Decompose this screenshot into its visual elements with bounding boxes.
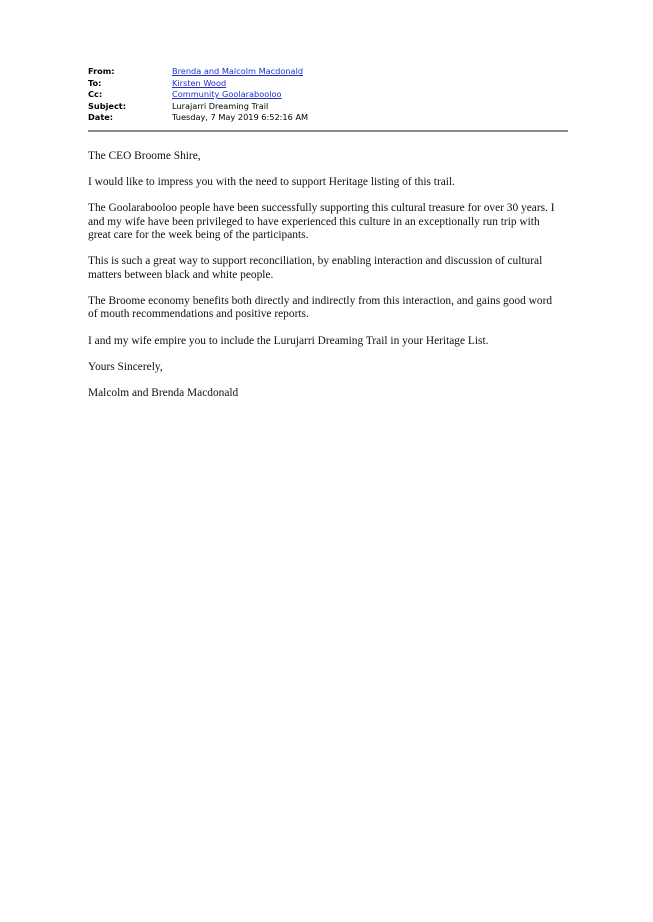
date-label: Date:	[88, 112, 114, 123]
date-value: Tuesday, 7 May 2019 6:52:16 AM	[172, 112, 309, 123]
closing: Yours Sincerely,	[88, 360, 163, 373]
from-sender-link[interactable]: Brenda and Malcolm Macdonald	[172, 66, 304, 76]
cc-recipient-link[interactable]: Community Goolarabooloo	[172, 89, 282, 100]
body-paragraph: The Goolarabooloo people have been successfully supporting this cultural treasure for over 30 years. I and my wife have been privileged to have experienced this culture in an exceptionally run trip with great care for the week being of the participants.	[88, 202, 555, 242]
to-recipient-link[interactable]: Kirsten Wood	[172, 77, 227, 88]
body-paragraph: I would like to impress you with the need to support Heritage listing of this trail.	[88, 176, 455, 189]
subject-label: Subject:	[88, 100, 126, 111]
body-paragraph: This is such a great way to support reconciliation, by enabling interaction and discussion of cultural matters between black and white people.	[88, 255, 543, 281]
signature: Malcolm and Brenda Macdonald	[88, 387, 239, 400]
header-row-from	[88, 66, 568, 78]
header-row-cc	[88, 89, 568, 101]
to-label: To:	[88, 77, 102, 88]
cc-label: Cc:	[88, 89, 103, 100]
header-row-date	[88, 112, 568, 124]
body-paragraph: The Broome economy benefits both directly and indirectly from this interaction, and gains good word of mouth recommendations and positive reports.	[88, 295, 553, 321]
subject-value: Lurajarri Dreaming Trail	[172, 100, 269, 111]
header-row-subject	[88, 101, 568, 113]
email-body	[88, 150, 563, 413]
salutation: The CEO Broome Shire,	[88, 150, 201, 162]
header-row-to	[88, 78, 568, 90]
header-divider	[88, 130, 568, 132]
from-label: From:	[88, 66, 115, 76]
body-paragraph: I and my wife empire you to include the Lurujarri Dreaming Trail in your Heritage List.	[88, 334, 489, 347]
email-header	[88, 66, 568, 124]
